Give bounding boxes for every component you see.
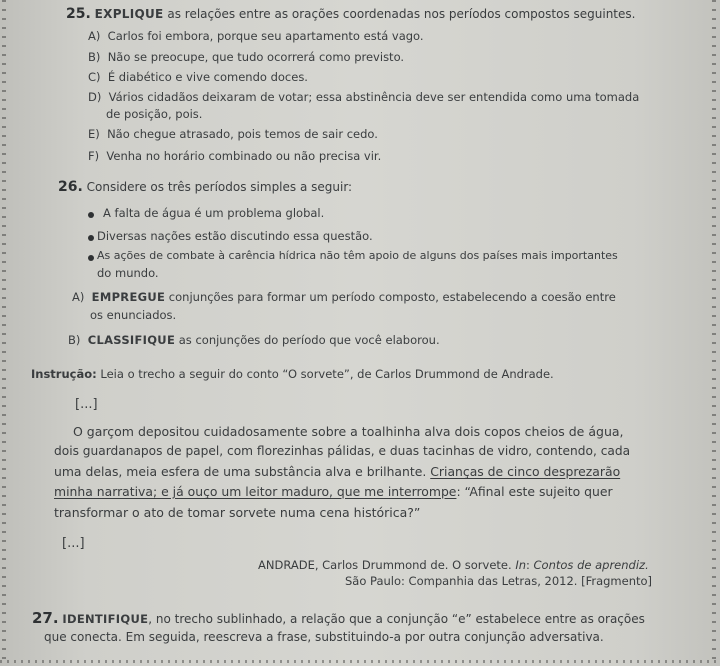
excerpt-open: [...] <box>75 397 98 412</box>
q25-item-d-line2: de posição, pois. <box>106 107 203 121</box>
item-letter: D) <box>88 90 102 104</box>
instruction-text: Leia o trecho a seguir do conto “O sorvete”, de Carlos Drummond de Andrade. <box>96 367 554 381</box>
item-letter: F) <box>88 149 100 163</box>
q26-bullet-1: A falta de água é um problema global. <box>103 206 325 220</box>
q26-bullet-2: Diversas nações estão discutindo essa questão. <box>97 229 373 243</box>
excerpt-text: uma delas, meia esfera de uma substância alva e brilhante. <box>54 464 427 479</box>
instruction-label: Instrução: <box>31 367 97 381</box>
citation-title: Contos de aprendiz. <box>533 558 649 572</box>
q26-b-keyword: CLASSIFIQUE <box>87 333 176 347</box>
q26-a-keyword: EMPREGUE <box>91 290 166 304</box>
q25-item-a <box>88 29 424 43</box>
bullet-dot <box>88 212 94 218</box>
citation-colon: : <box>526 558 534 572</box>
q26-bullet-3-line2: do mundo. <box>97 266 159 280</box>
citation-line-2: São Paulo: Companhia das Letras, 2012. [Fragmento] <box>345 574 653 588</box>
q27-keyword: IDENTIFIQUE <box>62 612 149 626</box>
q25-number: 25. <box>66 6 91 22</box>
q26-part-a <box>72 290 616 304</box>
item-letter: C) <box>88 70 101 84</box>
excerpt-text: : “Afinal este sujeito quer <box>456 484 613 499</box>
q26-header <box>58 179 352 195</box>
q26-bullet-3: As ações de combate à carência hídrica não têm apoio de alguns dos países mais importantes <box>97 249 618 262</box>
excerpt-line-3 <box>54 464 620 479</box>
q25-header <box>66 6 635 22</box>
item-letter: E) <box>88 127 100 141</box>
citation-line-1 <box>258 558 649 572</box>
q26-a-text: conjunções para formar um período composto, estabelecendo a coesão entre <box>165 290 616 304</box>
q25-instruction: as relações entre as orações coordenadas nos períodos compostos seguintes. <box>163 7 636 21</box>
instruction <box>31 367 554 381</box>
excerpt-line-1: O garçom depositou cuidadosamente sobre a toalhinha alva dois copos cheios de água, <box>73 424 624 439</box>
dotted-border-left <box>2 0 6 666</box>
citation-author: ANDRADE, Carlos Drummond de. O sorvete. <box>258 558 516 572</box>
q25-item-d <box>88 90 639 104</box>
bullet-dot <box>88 255 94 261</box>
q27-number: 27. <box>32 609 59 627</box>
excerpt-line-2: dois guardanapos de papel, com florezinhas pálidas, e duas tacinhas de vidro, contendo, cada <box>54 444 631 458</box>
item-letter: A) <box>88 29 101 43</box>
q27-text: , no trecho sublinhado, a relação que a conjunção “e” estabelece entre as orações <box>148 612 645 626</box>
bullet-dot <box>88 235 94 241</box>
underlined-excerpt: minha narrativa; e já ouço um leitor maduro, que me interrompe <box>54 484 457 499</box>
q25-item-e <box>88 127 378 141</box>
q25-item-c <box>88 70 308 84</box>
q25-item-f <box>88 149 381 163</box>
item-letter: A) <box>72 290 85 304</box>
item-text: Vários cidadãos deixaram de votar; essa abstinência deve ser entendida como uma tomada <box>108 90 640 104</box>
underlined-excerpt: Crianças de cinco desprezarão <box>430 464 621 479</box>
citation-in: In <box>515 558 526 572</box>
q26-part-a-line2: os enunciados. <box>90 308 177 322</box>
item-text: Venha no horário combinado ou não precisa vir. <box>106 149 382 163</box>
q25-item-b <box>88 50 404 64</box>
dotted-border-bottom <box>0 660 720 663</box>
item-text: Não chegue atrasado, pois temos de sair cedo. <box>107 127 378 141</box>
q27-header <box>32 609 645 627</box>
item-letter: B) <box>68 333 81 347</box>
q25-keyword: EXPLIQUE <box>94 7 164 21</box>
q26-number: 26. <box>58 179 83 195</box>
item-letter: B) <box>88 50 101 64</box>
q27-line-2: que conecta. Em seguida, reescreva a frase, substituindo-a por outra conjunção adversativa. <box>44 630 604 644</box>
q26-intro: Considere os três períodos simples a seguir: <box>86 180 353 194</box>
item-text: É diabético e vive comendo doces. <box>107 70 308 84</box>
item-text: Carlos foi embora, porque seu apartamento está vago. <box>107 29 424 43</box>
q26-b-text: as conjunções do período que você elaborou. <box>175 333 440 347</box>
excerpt-line-5: transformar o ato de tomar sorvete numa cena histórica?” <box>54 505 421 520</box>
q26-part-b <box>68 333 440 347</box>
excerpt-close: [...] <box>62 536 85 551</box>
item-text: Não se preocupe, que tudo ocorrerá como previsto. <box>107 50 405 64</box>
dotted-border-right <box>712 0 716 666</box>
excerpt-line-4 <box>54 484 613 499</box>
